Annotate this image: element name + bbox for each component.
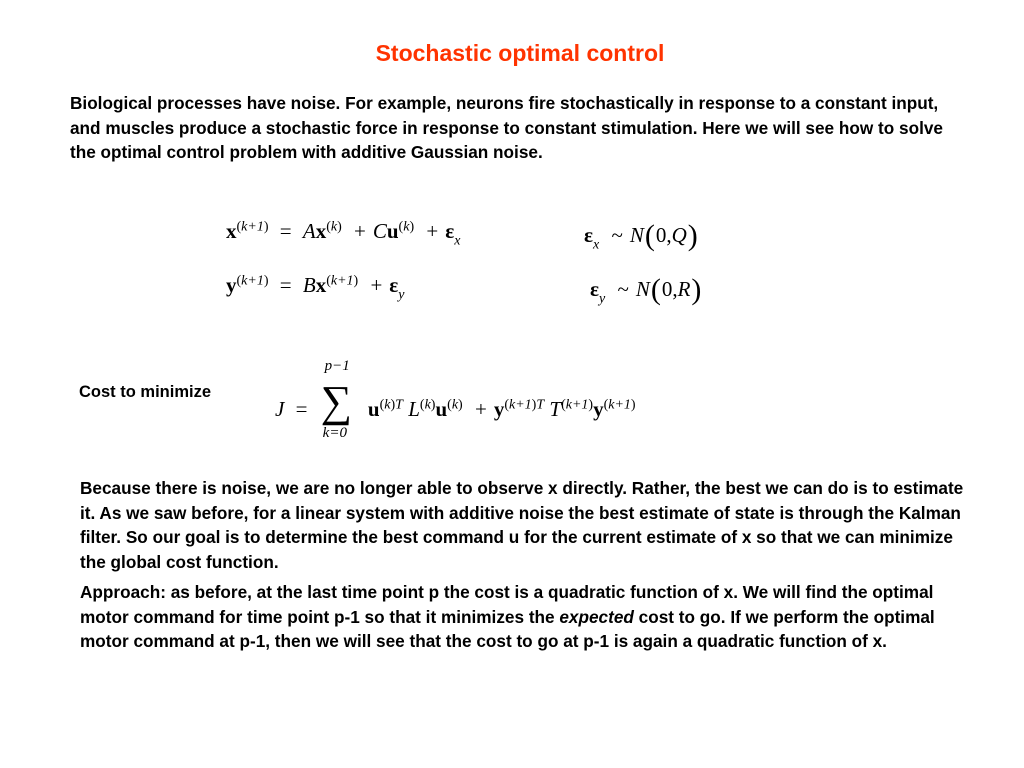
eq-symbol: T xyxy=(549,397,562,421)
approach-text-end: cost to go. If we perform the optimal motor command at p-1, then we will see that the cost to go at p-1 is again a quadratic function of x. xyxy=(80,606,935,651)
eq-symbol: B xyxy=(302,273,316,297)
approach-emphasis: expected xyxy=(559,606,634,627)
measurement-noise-distribution: $\varepsilon_y$ ~ N(0,R) xyxy=(590,273,702,307)
sum-lower-limit: k=0 xyxy=(322,425,347,441)
summation xyxy=(320,358,361,441)
eq-symbol: ε xyxy=(584,223,593,247)
eq-operator: = xyxy=(279,273,292,297)
eq-operator: + xyxy=(370,273,383,297)
eq-subscript: x xyxy=(592,237,600,253)
intro-paragraph: Biological processes have noise. For example, neurons fire stochastically in response to a constant input, and muscles produce a stochastic force in response to constant stimulation. Here we will see how to solve the optimal control problem with additive Gaussian noise. xyxy=(70,93,943,162)
eq-symbol: Q xyxy=(671,223,687,247)
eq-symbol: 0 xyxy=(655,223,667,247)
eq-operator: ~ xyxy=(617,277,629,301)
observation-equation: $y^{(k+1)} = Bx^{(k+1)} + \varepsilon_y$ xyxy=(226,273,405,303)
eq-symbol: A xyxy=(302,219,316,243)
eq-operator: + xyxy=(426,219,439,243)
eq-operator: + xyxy=(474,397,487,421)
eq-index: k xyxy=(451,397,459,413)
eq-index: k+1 xyxy=(241,273,264,289)
eq-symbol: x xyxy=(226,219,237,243)
eq-symbol: ε xyxy=(590,277,599,301)
eq-symbol: y xyxy=(593,397,604,421)
state-equation: $x^{(k+1)} = Ax^{(k)} + Cu^{(k)} + \varepsilon_x$ xyxy=(226,219,461,249)
eq-symbol: J xyxy=(275,397,285,421)
kalman-paragraph: Because there is noise, we are no longer able to observe x directly. Rather, the best we can do is to estimate it. As we saw before, for a linear system with additive noise the best estimate of state is through the Kalman filter. So our goal is to determine the best command u for the current estimate of x so that we can minimize the global cost function. xyxy=(80,478,964,572)
sum-symbol: ∑ xyxy=(320,377,353,426)
eq-operator: = xyxy=(279,219,292,243)
eq-transpose: T xyxy=(536,397,545,413)
sum-upper-limit: p−1 xyxy=(324,358,350,374)
eq-index: k+1 xyxy=(330,273,354,289)
eq-symbol: y xyxy=(226,273,237,297)
eq-operator: ~ xyxy=(611,223,623,247)
approach-text-start: Approach: as before, at the last time point p the cost is a quadratic function of x. We will find the optimal motor command for time point p-1 so that it minimizes the xyxy=(80,582,934,627)
approach-paragraph xyxy=(80,580,975,654)
eq-subscript: x xyxy=(454,233,461,249)
cost-label: Cost to minimize xyxy=(79,383,212,401)
eq-index: k xyxy=(403,219,410,235)
eq-symbol: u xyxy=(435,397,448,421)
eq-symbol: L xyxy=(408,397,420,421)
eq-index: k+1 xyxy=(608,397,631,413)
eq-subscript: y xyxy=(598,291,606,307)
slide-title: Stochastic optimal control xyxy=(375,40,665,66)
eq-symbol: R xyxy=(677,277,691,301)
eq-index: k+1 xyxy=(241,219,264,235)
eq-symbol: ε xyxy=(389,273,399,297)
eq-symbol: x xyxy=(315,219,327,243)
eq-transpose: T xyxy=(395,397,403,413)
eq-symbol: u xyxy=(367,397,380,421)
eq-index: k xyxy=(330,219,338,235)
eq-subscript: y xyxy=(398,287,405,303)
eq-index: k+1 xyxy=(508,397,532,413)
eq-index: k+1 xyxy=(565,397,589,413)
eq-symbol: x xyxy=(315,273,327,297)
eq-operator: + xyxy=(354,219,366,243)
eq-symbol: N xyxy=(635,277,650,301)
eq-symbol: C xyxy=(372,219,387,243)
eq-operator: = xyxy=(295,397,308,421)
eq-index: k xyxy=(424,397,431,413)
process-noise-distribution: $\varepsilon_x$ ~ N(0,Q) xyxy=(584,219,698,253)
eq-symbol: N xyxy=(629,223,644,247)
eq-symbol: y xyxy=(493,397,505,421)
eq-index: k xyxy=(384,397,391,413)
eq-symbol: ε xyxy=(445,219,455,243)
eq-symbol: 0 xyxy=(661,277,673,301)
cost-function: J = p−1 ∑ k=0 $u^{(k)T}$ $L^{(k)}u^{(k)} + y^{(k+1)T}$ $T^{(k+1)}y^{(k+1)}$ xyxy=(275,358,636,441)
eq-symbol: u xyxy=(386,219,399,243)
